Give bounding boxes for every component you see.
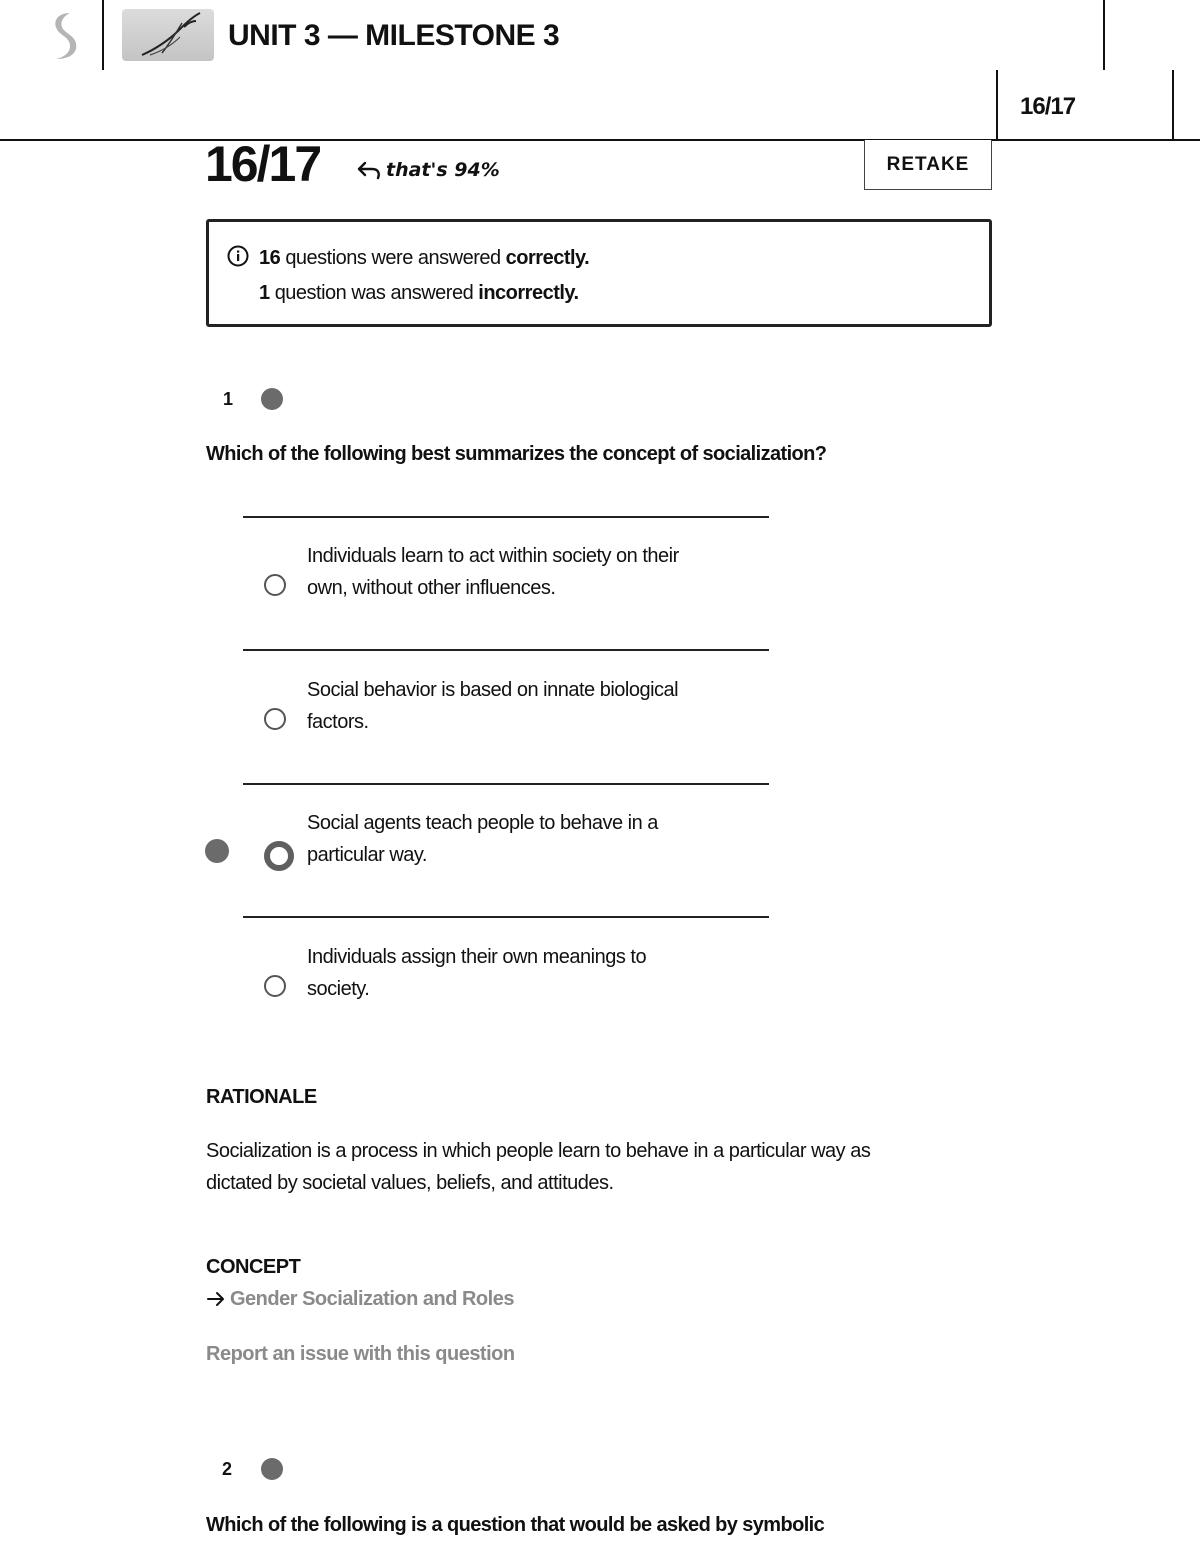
concept-link[interactable] <box>206 1286 514 1312</box>
header-divider <box>102 0 104 70</box>
unit-thumbnail <box>122 9 214 61</box>
answer-option[interactable] <box>307 941 747 1005</box>
percent-note-text: that's 94% <box>386 159 500 181</box>
score-compact: 16/17 <box>1020 93 1076 120</box>
option-line: Social agents teach people to behave in a <box>307 812 658 834</box>
correct-count: 16 <box>259 247 281 269</box>
header-bottom-rule <box>0 139 1200 141</box>
question-status-dot <box>261 1458 283 1480</box>
percent-note <box>356 157 500 183</box>
incorrect-word: incorrectly. <box>478 282 579 304</box>
option-line: society. <box>307 978 370 1000</box>
retake-button[interactable]: RETAKE <box>864 140 992 190</box>
score-fraction: 16/17 <box>205 136 321 192</box>
rationale-heading: RATIONALE <box>206 1086 317 1108</box>
option-radio[interactable] <box>264 975 286 997</box>
rationale-line: Socialization is a process in which people learn to behave in a particular way as <box>206 1140 871 1162</box>
option-radio[interactable] <box>264 574 286 596</box>
incorrect-text: question was answered <box>274 282 474 304</box>
concept-link-text[interactable]: Gender Socialization and Roles <box>230 1288 514 1310</box>
summary-correct-line <box>259 245 589 271</box>
rationale-text <box>206 1135 966 1199</box>
option-radio-selected[interactable] <box>264 841 294 871</box>
question-number: 2 <box>222 1459 233 1479</box>
option-line: Individuals assign their own meanings to <box>307 946 647 968</box>
answer-option-selected[interactable] <box>307 807 747 871</box>
answer-option[interactable] <box>307 674 747 738</box>
option-radio[interactable] <box>264 708 286 730</box>
question-text: Which of the following best summarizes the concept of socialization? <box>206 443 827 465</box>
question-number: 1 <box>223 389 234 409</box>
selected-answer-marker <box>205 839 229 863</box>
rationale-line: dictated by societal values, beliefs, and attitudes. <box>206 1172 614 1194</box>
option-divider <box>243 649 769 651</box>
option-divider <box>243 916 769 918</box>
report-issue-link[interactable]: Report an issue with this question <box>206 1343 515 1365</box>
concept-heading: CONCEPT <box>206 1256 301 1278</box>
info-icon <box>227 245 249 267</box>
summary-incorrect-line <box>259 280 579 306</box>
curved-arrow-icon <box>356 160 382 180</box>
incorrect-count: 1 <box>259 282 270 304</box>
option-line: Social behavior is based on innate biological <box>307 679 679 701</box>
option-line: own, without other influences. <box>307 577 556 599</box>
score-panel-left-border <box>996 70 998 140</box>
question-text: Which of the following is a question that would be asked by symbolic <box>206 1514 825 1536</box>
option-divider <box>243 516 769 518</box>
option-divider <box>243 783 769 785</box>
option-line: particular way. <box>307 844 427 866</box>
sophia-logo-icon[interactable] <box>40 10 88 62</box>
answer-option[interactable] <box>307 540 747 604</box>
option-line: factors. <box>307 711 369 733</box>
correct-text: questions were answered <box>285 247 501 269</box>
arrow-right-icon <box>206 1290 226 1308</box>
question-status-dot <box>261 388 283 410</box>
option-line: Individuals learn to act within society on their <box>307 545 679 567</box>
results-summary <box>206 219 992 327</box>
unit-title: UNIT 3 — MILESTONE 3 <box>228 19 560 52</box>
correct-word: correctly. <box>505 247 590 269</box>
header-divider-right <box>1103 0 1105 70</box>
score-panel-right-border <box>1172 70 1174 140</box>
